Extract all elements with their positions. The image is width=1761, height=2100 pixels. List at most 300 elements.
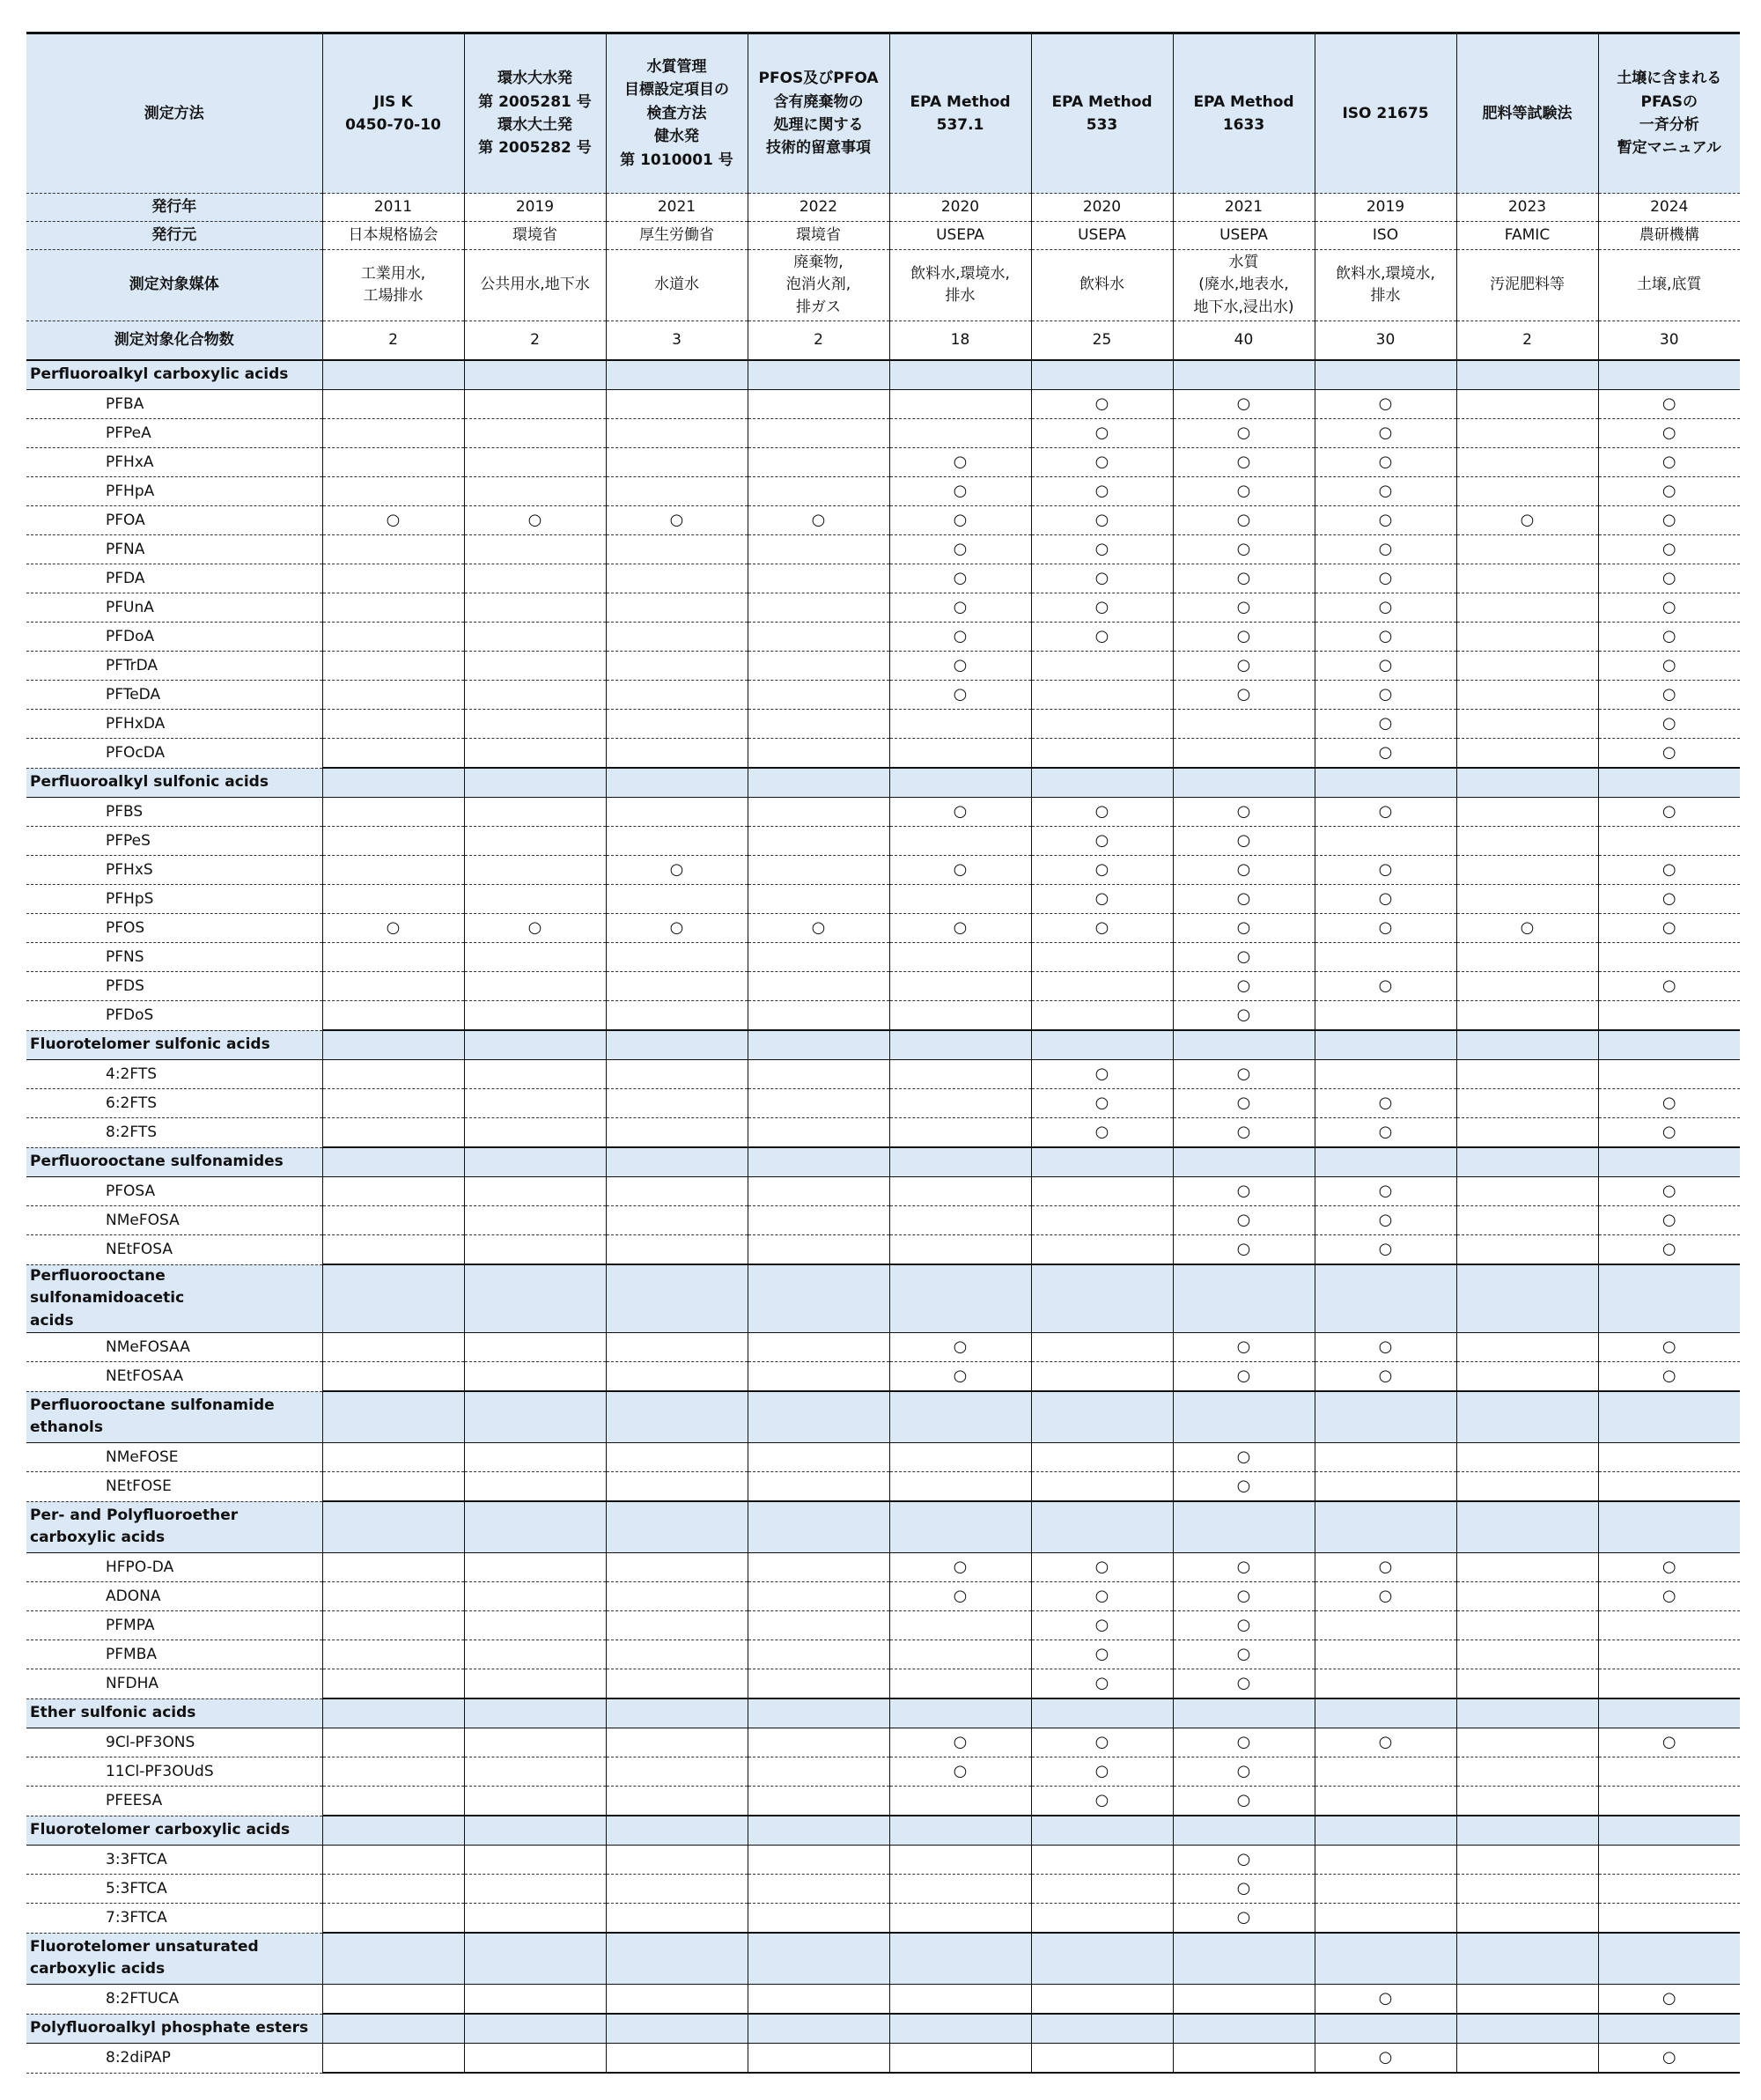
mark-cell bbox=[1031, 1728, 1173, 1757]
group-cell bbox=[1456, 360, 1598, 390]
compound-name: PFOA bbox=[26, 506, 322, 535]
mark-cell bbox=[464, 1846, 606, 1875]
mark-cell bbox=[889, 623, 1031, 652]
circle-mark: ○ bbox=[1236, 1615, 1251, 1634]
group-cell bbox=[1031, 1698, 1173, 1728]
method-header: ISO 21675 bbox=[1315, 33, 1456, 194]
compound-name: PFHpS bbox=[26, 885, 322, 914]
compound-name: PFMPA bbox=[26, 1611, 322, 1640]
group-cell bbox=[464, 1816, 606, 1846]
circle-mark: ○ bbox=[1662, 1181, 1676, 1200]
circle-mark: ○ bbox=[1662, 1337, 1676, 1356]
mark-cell bbox=[1031, 1875, 1173, 1904]
mark-cell bbox=[606, 1669, 748, 1699]
mark-cell bbox=[606, 564, 748, 593]
mark-cell bbox=[464, 1118, 606, 1148]
mark-cell bbox=[1456, 1472, 1598, 1502]
circle-mark: ○ bbox=[1662, 1586, 1676, 1605]
group-cell bbox=[1173, 1391, 1315, 1443]
compound-row bbox=[26, 652, 1740, 681]
mark-cell bbox=[1173, 914, 1315, 943]
mark-cell bbox=[748, 1089, 889, 1118]
circle-mark: ○ bbox=[1236, 394, 1251, 413]
mark-cell bbox=[1456, 943, 1598, 972]
mark-cell bbox=[889, 1553, 1031, 1582]
mark-cell bbox=[606, 856, 748, 885]
circle-mark: ○ bbox=[527, 510, 542, 529]
mark-cell bbox=[889, 1060, 1031, 1089]
circle-mark: ○ bbox=[1378, 510, 1393, 529]
mark-cell bbox=[889, 1333, 1031, 1362]
group-cell bbox=[1598, 1391, 1740, 1443]
circle-mark: ○ bbox=[527, 917, 542, 937]
mark-cell bbox=[1173, 1846, 1315, 1875]
mark-cell bbox=[1456, 1553, 1598, 1582]
group-cell bbox=[464, 1501, 606, 1553]
circle-mark: ○ bbox=[1662, 394, 1676, 413]
mark-cell bbox=[464, 1443, 606, 1472]
compound-row bbox=[26, 448, 1740, 477]
group-row bbox=[26, 768, 1740, 798]
meta-value: USEPA bbox=[889, 222, 1031, 250]
group-cell bbox=[1031, 360, 1173, 390]
mark-cell bbox=[1598, 1669, 1740, 1699]
group-cell bbox=[1456, 2014, 1598, 2044]
mark-cell bbox=[322, 739, 464, 769]
compound-row bbox=[26, 1787, 1740, 1816]
circle-mark: ○ bbox=[953, 539, 968, 558]
circle-mark: ○ bbox=[669, 859, 684, 879]
mark-cell bbox=[1598, 739, 1740, 769]
mark-cell bbox=[889, 2044, 1031, 2074]
circle-mark: ○ bbox=[953, 684, 968, 704]
meta-value: 廃棄物, 泡消火剤, 排ガス bbox=[748, 250, 889, 321]
mark-cell bbox=[322, 390, 464, 419]
circle-mark: ○ bbox=[1662, 684, 1676, 704]
mark-cell bbox=[464, 652, 606, 681]
mark-cell bbox=[1173, 1611, 1315, 1640]
mark-cell bbox=[1315, 1757, 1456, 1787]
group-cell bbox=[889, 2014, 1031, 2044]
compound-name: 11Cl-PF3OUdS bbox=[26, 1757, 322, 1787]
mark-cell bbox=[606, 652, 748, 681]
circle-mark: ○ bbox=[1236, 917, 1251, 937]
group-cell bbox=[748, 1147, 889, 1177]
mark-cell bbox=[748, 1611, 889, 1640]
group-cell bbox=[1031, 1264, 1173, 1333]
mark-cell bbox=[606, 506, 748, 535]
compound-name: PFNS bbox=[26, 943, 322, 972]
meta-value: 2 bbox=[1456, 321, 1598, 361]
mark-cell bbox=[1456, 1728, 1598, 1757]
circle-mark: ○ bbox=[953, 481, 968, 500]
group-cell bbox=[748, 768, 889, 798]
mark-cell bbox=[606, 1582, 748, 1611]
mark-cell bbox=[1456, 1362, 1598, 1392]
mark-cell bbox=[1456, 1757, 1598, 1787]
circle-mark: ○ bbox=[1094, 510, 1109, 529]
mark-cell bbox=[889, 1875, 1031, 1904]
meta-value: USEPA bbox=[1173, 222, 1315, 250]
mark-cell bbox=[1598, 419, 1740, 448]
mark-cell bbox=[1315, 827, 1456, 856]
mark-cell bbox=[606, 1333, 748, 1362]
mark-cell bbox=[889, 390, 1031, 419]
meta-value: USEPA bbox=[1031, 222, 1173, 250]
compound-row bbox=[26, 1001, 1740, 1031]
circle-mark: ○ bbox=[1094, 1644, 1109, 1663]
compound-name: PFDA bbox=[26, 564, 322, 593]
mark-cell bbox=[1031, 1611, 1173, 1640]
group-cell bbox=[464, 1698, 606, 1728]
mark-cell bbox=[1456, 477, 1598, 506]
mark-cell bbox=[464, 623, 606, 652]
mark-cell bbox=[1456, 623, 1598, 652]
mark-cell bbox=[464, 1472, 606, 1502]
compound-name: PFHpA bbox=[26, 477, 322, 506]
mark-cell bbox=[1456, 448, 1598, 477]
mark-cell bbox=[322, 1846, 464, 1875]
meta-value: 飲料水,環境水, 排水 bbox=[1315, 250, 1456, 321]
meta-row bbox=[26, 194, 1740, 222]
mark-cell bbox=[889, 1904, 1031, 1934]
mark-cell bbox=[1173, 1875, 1315, 1904]
mark-cell bbox=[606, 1118, 748, 1148]
mark-cell bbox=[748, 972, 889, 1001]
group-cell bbox=[748, 1391, 889, 1443]
circle-mark: ○ bbox=[1378, 1210, 1393, 1229]
group-cell bbox=[1598, 1501, 1740, 1553]
circle-mark: ○ bbox=[669, 510, 684, 529]
mark-cell bbox=[1315, 1728, 1456, 1757]
compound-row bbox=[26, 1669, 1740, 1699]
mark-cell bbox=[1598, 1362, 1740, 1392]
mark-cell bbox=[1315, 739, 1456, 769]
mark-cell bbox=[464, 1206, 606, 1235]
meta-value: 18 bbox=[889, 321, 1031, 361]
mark-cell bbox=[748, 1640, 889, 1669]
mark-cell bbox=[748, 1985, 889, 2015]
mark-cell bbox=[464, 1089, 606, 1118]
mark-cell bbox=[322, 1362, 464, 1392]
mark-cell bbox=[1456, 972, 1598, 1001]
mark-cell bbox=[606, 1177, 748, 1206]
group-cell bbox=[464, 1264, 606, 1333]
mark-cell bbox=[1173, 1333, 1315, 1362]
compound-row bbox=[26, 390, 1740, 419]
circle-mark: ○ bbox=[1236, 452, 1251, 471]
mark-cell bbox=[1315, 506, 1456, 535]
compound-row bbox=[26, 827, 1740, 856]
mark-cell bbox=[1315, 652, 1456, 681]
compound-row bbox=[26, 1875, 1740, 1904]
circle-mark: ○ bbox=[1236, 947, 1251, 966]
mark-cell bbox=[464, 1875, 606, 1904]
mark-cell bbox=[1598, 1235, 1740, 1265]
circle-mark: ○ bbox=[1094, 1586, 1109, 1605]
meta-value: 2023 bbox=[1456, 194, 1598, 222]
mark-cell bbox=[1315, 1206, 1456, 1235]
compound-row bbox=[26, 593, 1740, 623]
mark-cell bbox=[1173, 1472, 1315, 1502]
mark-cell bbox=[464, 1904, 606, 1934]
mark-cell bbox=[1173, 1118, 1315, 1148]
mark-cell bbox=[748, 2044, 889, 2074]
method-header: EPA Method 533 bbox=[1031, 33, 1173, 194]
mark-cell bbox=[464, 2044, 606, 2074]
mark-cell bbox=[464, 1728, 606, 1757]
mark-cell bbox=[889, 1001, 1031, 1031]
circle-mark: ○ bbox=[1236, 684, 1251, 704]
group-cell bbox=[1456, 1264, 1598, 1333]
mark-cell bbox=[1031, 739, 1173, 769]
mark-cell bbox=[748, 1582, 889, 1611]
mark-cell bbox=[1173, 827, 1315, 856]
group-cell bbox=[1315, 1030, 1456, 1060]
group-row bbox=[26, 1816, 1740, 1846]
mark-cell bbox=[1031, 1985, 1173, 2015]
comparison-table bbox=[26, 32, 1740, 2074]
mark-cell bbox=[889, 1728, 1031, 1757]
circle-mark: ○ bbox=[953, 1337, 968, 1356]
circle-mark: ○ bbox=[953, 452, 968, 471]
group-cell bbox=[1031, 1933, 1173, 1985]
mark-cell bbox=[322, 681, 464, 710]
mark-cell bbox=[1173, 593, 1315, 623]
circle-mark: ○ bbox=[1378, 742, 1393, 762]
mark-cell bbox=[1315, 1001, 1456, 1031]
circle-mark: ○ bbox=[953, 568, 968, 587]
circle-mark: ○ bbox=[1520, 917, 1535, 937]
circle-mark: ○ bbox=[1378, 859, 1393, 879]
compound-name: PFHxA bbox=[26, 448, 322, 477]
group-cell bbox=[606, 1933, 748, 1985]
mark-cell bbox=[322, 1177, 464, 1206]
meta-value: 2 bbox=[322, 321, 464, 361]
mark-cell bbox=[1456, 1787, 1598, 1816]
circle-mark: ○ bbox=[1094, 626, 1109, 645]
circle-mark: ○ bbox=[953, 626, 968, 645]
mark-cell bbox=[1173, 681, 1315, 710]
method-header: EPA Method 537.1 bbox=[889, 33, 1031, 194]
group-label: Perfluoroalkyl carboxylic acids bbox=[26, 360, 322, 390]
mark-cell bbox=[322, 652, 464, 681]
mark-cell bbox=[1456, 681, 1598, 710]
mark-cell bbox=[1173, 943, 1315, 972]
compound-row bbox=[26, 1206, 1740, 1235]
circle-mark: ○ bbox=[1236, 655, 1251, 674]
circle-mark: ○ bbox=[386, 510, 401, 529]
mark-cell bbox=[1315, 1118, 1456, 1148]
compound-name: PFOcDA bbox=[26, 739, 322, 769]
mark-cell bbox=[1031, 1177, 1173, 1206]
group-row bbox=[26, 1391, 1740, 1443]
mark-cell bbox=[606, 972, 748, 1001]
circle-mark: ○ bbox=[1236, 539, 1251, 558]
mark-cell bbox=[748, 506, 889, 535]
mark-cell bbox=[1598, 564, 1740, 593]
mark-cell bbox=[748, 1177, 889, 1206]
mark-cell bbox=[1031, 1235, 1173, 1265]
compound-row bbox=[26, 1235, 1740, 1265]
mark-cell bbox=[1315, 681, 1456, 710]
mark-cell bbox=[889, 1443, 1031, 1472]
mark-cell bbox=[1173, 506, 1315, 535]
group-cell bbox=[1456, 1147, 1598, 1177]
group-cell bbox=[1598, 768, 1740, 798]
meta-value: 2020 bbox=[1031, 194, 1173, 222]
mark-cell bbox=[464, 1669, 606, 1699]
mark-cell bbox=[1456, 1089, 1598, 1118]
group-cell bbox=[1456, 1698, 1598, 1728]
compound-row bbox=[26, 535, 1740, 564]
group-cell bbox=[322, 1147, 464, 1177]
circle-mark: ○ bbox=[1236, 1732, 1251, 1751]
circle-mark: ○ bbox=[1236, 1181, 1251, 1200]
circle-mark: ○ bbox=[1094, 830, 1109, 850]
mark-cell bbox=[1031, 798, 1173, 827]
mark-cell bbox=[1456, 419, 1598, 448]
compound-name: PFTrDA bbox=[26, 652, 322, 681]
meta-label: 発行年 bbox=[26, 194, 322, 222]
group-cell bbox=[1173, 2014, 1315, 2044]
group-label: Perfluorooctane sulfonamides bbox=[26, 1147, 322, 1177]
circle-mark: ○ bbox=[953, 655, 968, 674]
mark-cell bbox=[1315, 1787, 1456, 1816]
circle-mark: ○ bbox=[1378, 888, 1393, 908]
compound-row bbox=[26, 1089, 1740, 1118]
compound-row bbox=[26, 1904, 1740, 1934]
circle-mark: ○ bbox=[953, 801, 968, 821]
meta-value: 環境省 bbox=[464, 222, 606, 250]
compound-row bbox=[26, 798, 1740, 827]
circle-mark: ○ bbox=[953, 859, 968, 879]
circle-mark: ○ bbox=[953, 917, 968, 937]
group-cell bbox=[464, 1391, 606, 1443]
circle-mark: ○ bbox=[1094, 597, 1109, 616]
mark-cell bbox=[748, 535, 889, 564]
mark-cell bbox=[322, 827, 464, 856]
circle-mark: ○ bbox=[1378, 801, 1393, 821]
mark-cell bbox=[606, 390, 748, 419]
mark-cell bbox=[606, 1060, 748, 1089]
mark-cell bbox=[1456, 1640, 1598, 1669]
mark-cell bbox=[1598, 535, 1740, 564]
meta-value: ISO bbox=[1315, 222, 1456, 250]
mark-cell bbox=[606, 1206, 748, 1235]
mark-cell bbox=[748, 564, 889, 593]
mark-cell bbox=[606, 1640, 748, 1669]
group-cell bbox=[1456, 1933, 1598, 1985]
mark-cell bbox=[748, 710, 889, 739]
circle-mark: ○ bbox=[1236, 597, 1251, 616]
meta-value: 2021 bbox=[1173, 194, 1315, 222]
compound-row bbox=[26, 710, 1740, 739]
mark-cell bbox=[1598, 1875, 1740, 1904]
mark-cell bbox=[322, 1472, 464, 1502]
mark-cell bbox=[889, 681, 1031, 710]
mark-cell bbox=[1456, 1118, 1598, 1148]
mark-cell bbox=[1456, 390, 1598, 419]
mark-cell bbox=[889, 564, 1031, 593]
mark-cell bbox=[1598, 972, 1740, 1001]
group-cell bbox=[1031, 1030, 1173, 1060]
group-cell bbox=[1173, 1698, 1315, 1728]
group-cell bbox=[889, 1391, 1031, 1443]
mark-cell bbox=[1315, 1472, 1456, 1502]
group-cell bbox=[322, 1264, 464, 1333]
mark-cell bbox=[748, 856, 889, 885]
circle-mark: ○ bbox=[1378, 655, 1393, 674]
group-cell bbox=[1598, 1030, 1740, 1060]
compound-row bbox=[26, 623, 1740, 652]
mark-cell bbox=[1456, 827, 1598, 856]
mark-cell bbox=[1456, 1177, 1598, 1206]
compound-row bbox=[26, 1443, 1740, 1472]
group-cell bbox=[1598, 1264, 1740, 1333]
mark-cell bbox=[1598, 506, 1740, 535]
mark-cell bbox=[464, 1001, 606, 1031]
mark-cell bbox=[889, 972, 1031, 1001]
circle-mark: ○ bbox=[1378, 917, 1393, 937]
circle-mark: ○ bbox=[1378, 1181, 1393, 1200]
mark-cell bbox=[1456, 914, 1598, 943]
mark-cell bbox=[464, 419, 606, 448]
circle-mark: ○ bbox=[1236, 481, 1251, 500]
method-label-header: 測定方法 bbox=[26, 33, 322, 194]
mark-cell bbox=[748, 1472, 889, 1502]
mark-cell bbox=[464, 739, 606, 769]
compound-name: PFHxDA bbox=[26, 710, 322, 739]
group-cell bbox=[606, 1264, 748, 1333]
mark-cell bbox=[748, 1118, 889, 1148]
group-cell bbox=[322, 768, 464, 798]
method-header: 土壌に含まれる PFASの 一斉分析 暫定マニュアル bbox=[1598, 33, 1740, 194]
circle-mark: ○ bbox=[1236, 859, 1251, 879]
mark-cell bbox=[1315, 623, 1456, 652]
group-cell bbox=[748, 2014, 889, 2044]
mark-cell bbox=[748, 448, 889, 477]
circle-mark: ○ bbox=[1662, 655, 1676, 674]
circle-mark: ○ bbox=[1236, 510, 1251, 529]
group-cell bbox=[889, 1698, 1031, 1728]
mark-cell bbox=[1173, 1362, 1315, 1392]
mark-cell bbox=[606, 448, 748, 477]
circle-mark: ○ bbox=[1378, 1093, 1393, 1112]
group-cell bbox=[748, 1698, 889, 1728]
mark-cell bbox=[1173, 535, 1315, 564]
mark-cell bbox=[889, 477, 1031, 506]
group-cell bbox=[1173, 1501, 1315, 1553]
mark-cell bbox=[1456, 1846, 1598, 1875]
mark-cell bbox=[1173, 710, 1315, 739]
circle-mark: ○ bbox=[1236, 888, 1251, 908]
mark-cell bbox=[1031, 1089, 1173, 1118]
mark-cell bbox=[1031, 1553, 1173, 1582]
mark-cell bbox=[889, 739, 1031, 769]
mark-cell bbox=[1315, 564, 1456, 593]
compound-row bbox=[26, 739, 1740, 769]
group-label: Fluorotelomer carboxylic acids bbox=[26, 1816, 322, 1846]
group-cell bbox=[322, 2014, 464, 2044]
mark-cell bbox=[1598, 1846, 1740, 1875]
circle-mark: ○ bbox=[1094, 1122, 1109, 1141]
mark-cell bbox=[1173, 1206, 1315, 1235]
circle-mark: ○ bbox=[1662, 888, 1676, 908]
circle-mark: ○ bbox=[1378, 1732, 1393, 1751]
mark-cell bbox=[464, 856, 606, 885]
mark-cell bbox=[889, 1235, 1031, 1265]
